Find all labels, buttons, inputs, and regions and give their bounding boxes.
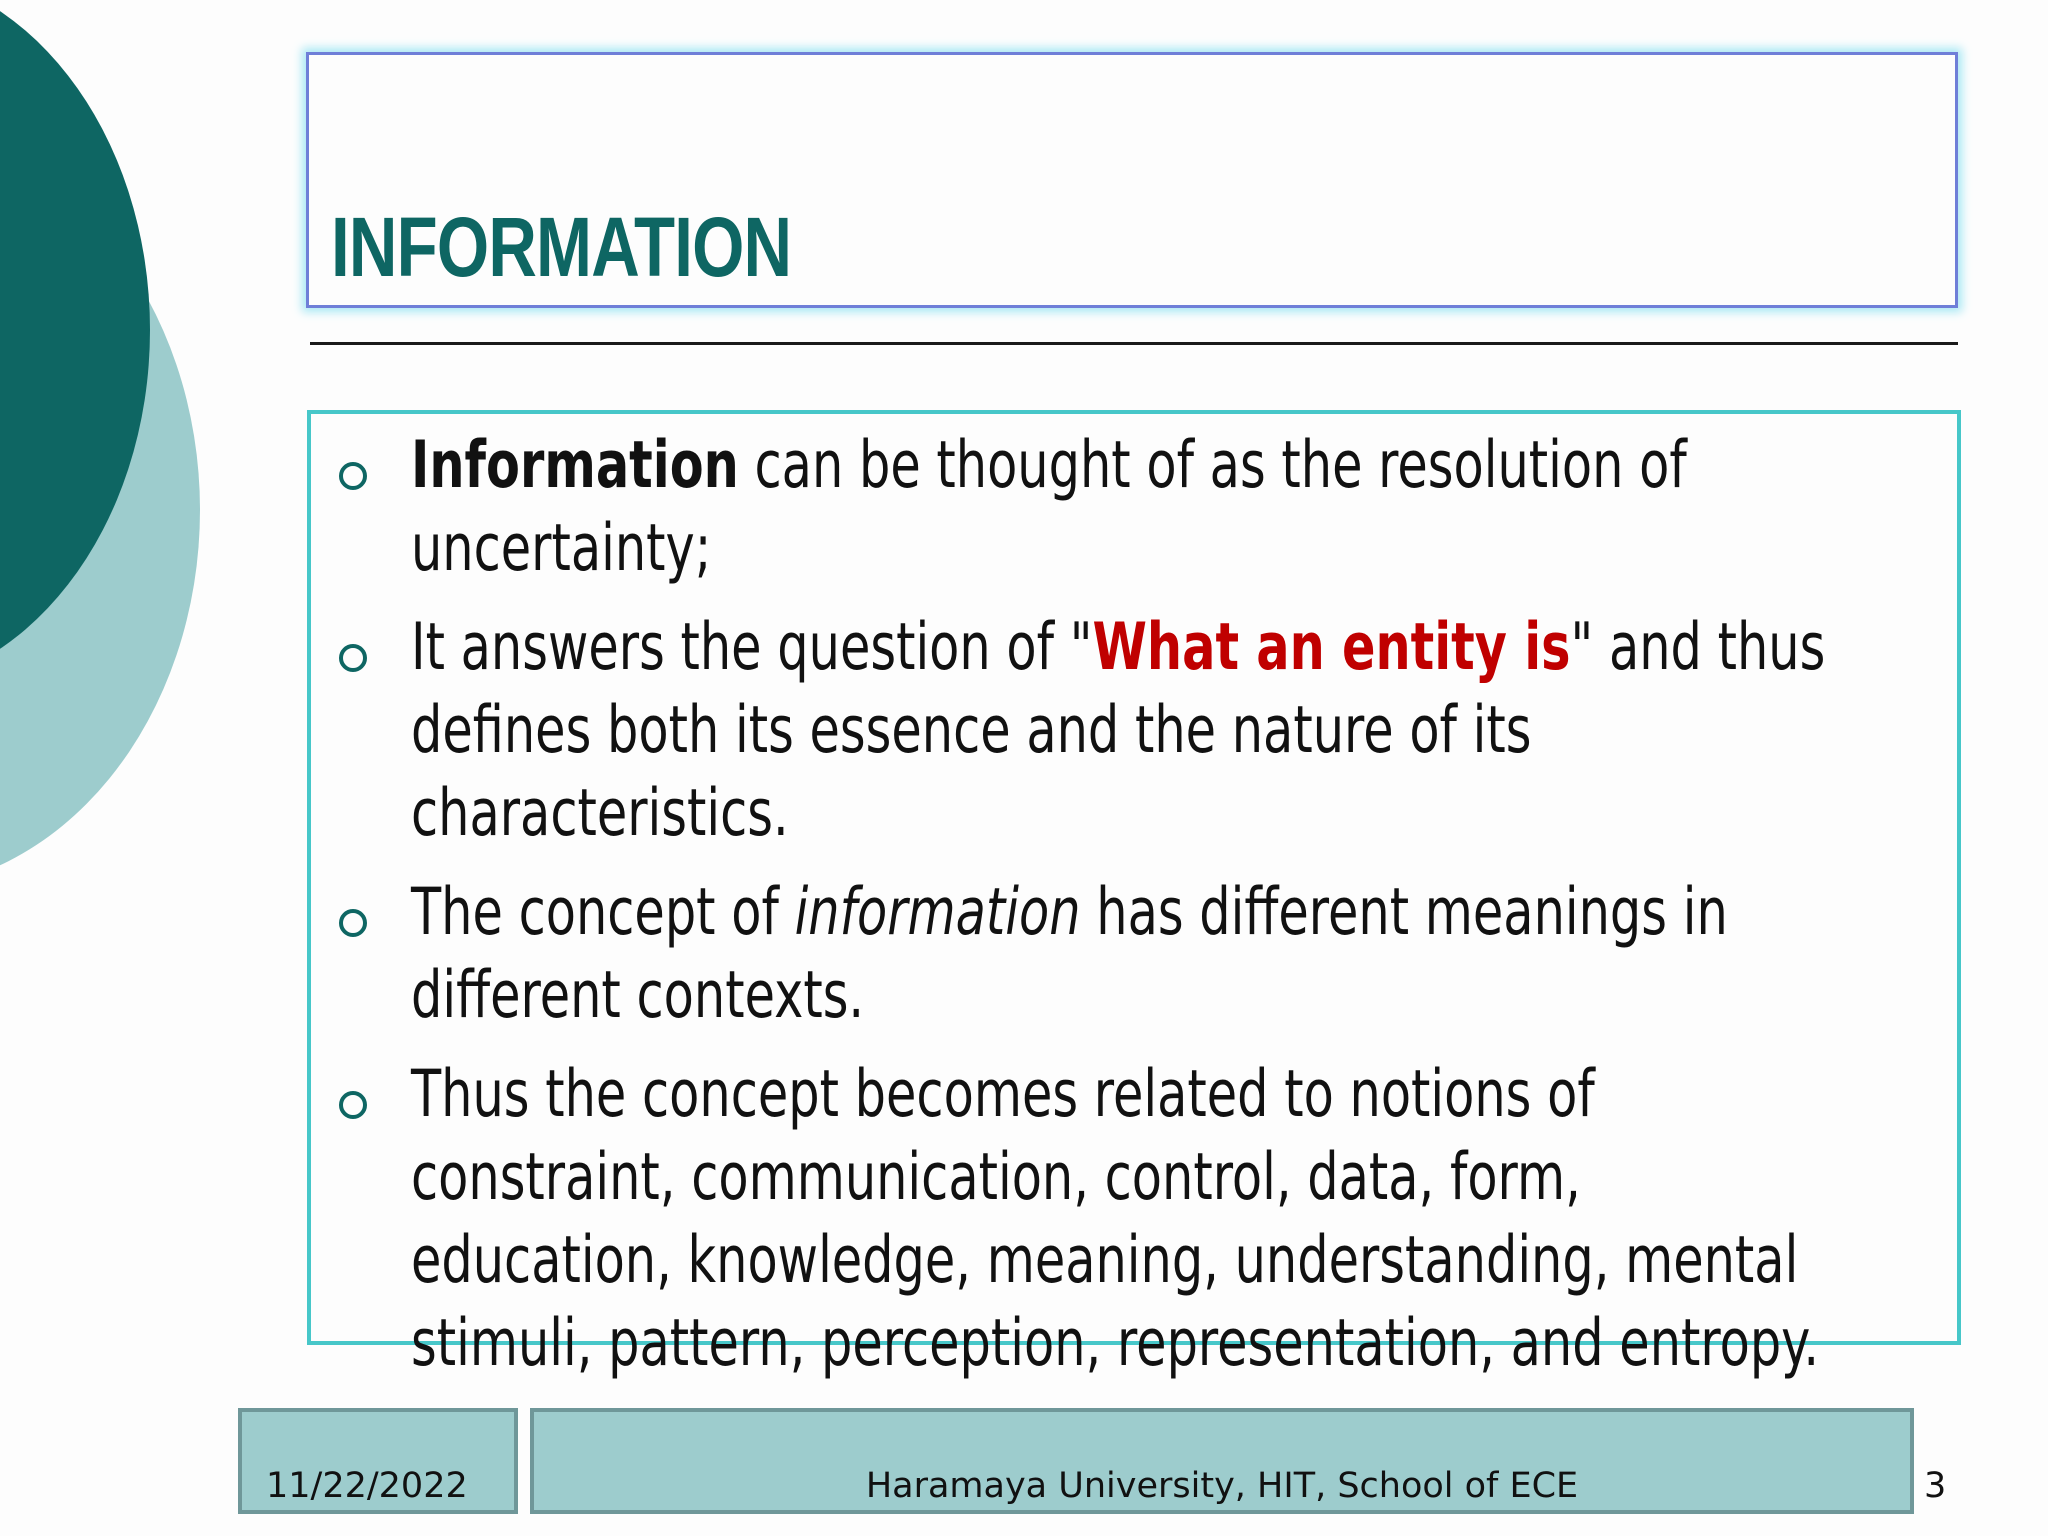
bullet-text-2 xyxy=(411,606,1840,855)
bullet-2-pre: It answers the question of " xyxy=(411,610,1093,685)
footer-date-box xyxy=(238,1408,518,1514)
page-number: 3 xyxy=(1924,1466,1947,1506)
bullet-1-bold-term: Information xyxy=(411,428,739,503)
bullet-text-1 xyxy=(411,424,1840,590)
bullet-item-3 xyxy=(311,871,1957,1037)
hollow-circle-bullet-icon xyxy=(339,644,367,672)
content-box xyxy=(307,410,1961,1381)
bullet-2-highlight: What an entity is xyxy=(1092,610,1571,685)
bullet-3-pre: The concept of xyxy=(411,875,795,950)
title-box xyxy=(306,52,1958,308)
hollow-circle-bullet-icon xyxy=(339,1091,367,1119)
bullet-item-2 xyxy=(311,606,1957,855)
slide-title: INFORMATION xyxy=(331,200,792,294)
footer-institution: Haramaya University, HIT, School of ECE xyxy=(865,1466,1579,1506)
hollow-circle-bullet-icon xyxy=(339,909,367,937)
bullet-text-3 xyxy=(411,871,1840,1037)
bullet-item-4 xyxy=(311,1053,1957,1385)
bullet-text-4: Thus the concept becomes related to notions of constraint, communication, control, data, form, education, knowledge, meaning, understanding, mental stimuli, pattern, perception, representation, and entropy. xyxy=(411,1057,1820,1381)
hollow-circle-bullet-icon xyxy=(339,462,367,490)
bullet-list xyxy=(311,424,1957,1401)
footer-date: 11/22/2022 xyxy=(266,1466,468,1506)
footer-center-box xyxy=(530,1408,1914,1514)
bullet-2-post: " and thus defines both its essence and the nature of its characteristics. xyxy=(411,610,1826,851)
bullet-3-post: has different meanings in different contexts. xyxy=(411,875,1728,1033)
bullet-item-1 xyxy=(311,424,1957,590)
bullet-1-rest: can be thought of as the resolution of uncertainty; xyxy=(411,428,1687,586)
bullet-3-italic-term: information xyxy=(794,875,1081,950)
title-divider xyxy=(310,342,1958,345)
